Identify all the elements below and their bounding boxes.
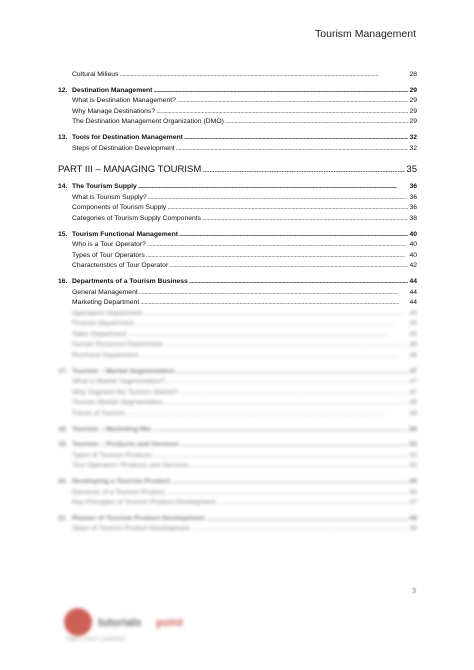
toc-page-number: 29 [409,86,417,94]
toc-page-number: 56 [409,478,417,485]
toc-page-number: 48 [409,399,417,407]
toc-entry-text: Phases of Tourism Product Development [72,514,205,522]
toc-section-entry[interactable] [58,298,417,309]
toc-section-entry[interactable] [58,96,417,107]
toc-entry-label [58,425,151,436]
toc-page-number: 36 [409,204,417,212]
toc-page-number: 49 [409,410,417,418]
toc-dot-leader [156,107,408,118]
toc-entry-label [72,488,164,499]
toc-entry-text: Why Manage Destinations? [72,107,156,115]
toc-chapter-entry[interactable] [58,477,417,488]
toc-chapter-number: 12. [58,86,68,94]
toc-dot-leader [144,309,409,320]
toc-dot-leader [202,214,408,225]
toc-page-number: 52 [409,441,417,449]
toc-dot-leader [176,367,409,378]
toc-section-entry[interactable] [58,398,417,409]
toc-entry-label [72,251,145,262]
toc-section-entry[interactable] [58,214,417,225]
toc-section-entry[interactable] [58,340,417,351]
toc-entry-label [72,498,215,509]
toc-entry-text: What is Destination Management? [72,97,176,105]
toc-section-entry[interactable] [58,409,417,420]
toc-chapter-number: 20. [58,478,68,485]
toc-entry-label [72,524,190,535]
toc-page-number: 50 [409,425,417,433]
toc-section-entry[interactable] [58,203,417,214]
logo-mark-icon [64,608,92,636]
toc-chapter-number: 17. [58,367,68,375]
toc-page-number: 29 [409,118,417,126]
toc-page-number: 44 [409,288,417,296]
toc-entry-text: Tourism Market Segmentation [72,399,163,407]
toc-entry-text: The Tourism Supply [72,183,137,191]
toc-dot-leader [135,319,409,330]
toc-page-number: 29 [409,97,417,105]
toc-dot-leader [171,477,408,488]
toc-entry-text: Tourism Functional Management [72,230,178,238]
toc-dot-leader [169,261,408,272]
toc-entry-text: Who is a Tour Operator? [72,241,146,249]
toc-dot-leader [189,277,409,288]
toc-page-number: 32 [409,133,417,141]
toc-chapter-number: 16. [58,277,68,285]
toc-section-entry[interactable] [58,461,417,472]
toc-chapter-entry[interactable] [58,425,417,436]
toc-section-entry[interactable] [58,117,417,128]
toc-page-number: 38 [409,214,417,222]
toc-page-number: 45 [409,309,417,317]
toc-entry-text: Purchase Department [72,352,139,360]
toc-chapter-number: 21. [58,514,68,522]
tutorialspoint-logo [58,605,208,643]
toc-section-entry[interactable] [58,488,417,499]
toc-entry-label [72,309,143,320]
toc-section-entry[interactable] [58,261,417,272]
toc-entry-label [72,261,168,272]
toc-dot-leader [176,144,409,155]
toc-entry-text: General Management [72,288,138,296]
toc-dot-leader [147,240,409,251]
toc-chapter-number: 19. [58,441,68,449]
toc-dot-leader [139,288,409,299]
toc-section-entry[interactable] [58,388,417,399]
toc-entry-text: Tourism – Market Segmentation [72,367,175,375]
toc-page-number: 47 [409,367,417,375]
toc-entry-text: Tour Operators' Products and Services [72,462,189,470]
toc-entry-text: Departments of a Tourism Business [72,277,188,285]
toc-entry-text: Characteristics of Tour Operator [72,262,169,270]
toc-part-heading[interactable] [58,163,417,177]
toc-entry-text: Key Principles of Tourism Product Development [72,499,216,507]
toc-dot-leader [205,514,408,525]
toc-entry-label [72,461,189,472]
toc-entry-text: Destination Management [72,86,153,94]
page-number: 3 [412,588,416,595]
toc-section-entry[interactable] [58,144,417,155]
toc-dot-leader [184,133,409,144]
toc-entry-text: PART III – MANAGING TOURISM [58,164,202,176]
toc-entry-label [58,477,170,488]
toc-entry-label [72,409,125,420]
toc-page-number: 44 [409,299,417,307]
toc-entry-label [72,70,118,81]
toc-entry-label [58,277,188,288]
toc-page-number: 29 [409,107,417,115]
toc-entry-text: Developing a Tourism Product [72,478,171,485]
toc-section-entry[interactable] [58,498,417,509]
toc-entry-label [58,230,178,241]
toc-entry-label [72,203,166,214]
toc-dot-leader [153,451,408,462]
toc-page-number: 52 [409,451,417,459]
toc-page-number: 58 [409,525,417,533]
toc-section-entry[interactable] [58,319,417,330]
toc-dot-leader [138,182,409,193]
toc-page-number: 32 [409,144,417,152]
toc-entry-text: Tourism – Marketing Mix [72,425,152,433]
toc-page-number: 40 [409,251,417,259]
table-of-contents [58,70,417,535]
toc-dot-leader [165,488,408,499]
toc-section-entry[interactable] [58,377,417,388]
toc-dot-leader [216,498,408,509]
toc-page-number: 45 [409,320,417,328]
toc-entry-text: Human Resource Department [72,341,163,349]
logo-word-2: point [156,617,183,629]
toc-section-entry[interactable] [58,107,417,118]
toc-section-entry[interactable] [58,330,417,341]
toc-page-number: 58 [409,514,417,522]
toc-dot-leader [148,193,409,204]
toc-entry-text: Future of Tourism [72,410,125,418]
toc-entry-label [72,117,224,128]
toc-section-entry[interactable] [58,240,417,251]
running-header: Tourism Management [315,28,416,40]
toc-entry-label [72,451,152,462]
toc-page-number: 46 [409,341,417,349]
toc-page-number: 56 [409,488,417,496]
toc-section-entry[interactable] [58,451,417,462]
toc-entry-label [58,86,152,97]
toc-entry-label [72,240,146,251]
toc-entry-label [72,340,162,351]
toc-page-number: 35 [406,164,417,176]
toc-entry-label [58,440,179,451]
toc-page-number: 44 [409,277,417,285]
toc-entry-text: Steps of Tourism Product Development [72,525,190,533]
toc-dot-leader [177,96,409,107]
toc-entry-text: Marketing Department [72,299,140,307]
toc-dot-leader [180,440,408,451]
toc-entry-label [72,330,126,341]
toc-dot-leader [179,230,408,241]
toc-section-entry[interactable] [58,309,417,320]
toc-dot-leader [127,330,408,341]
toc-entry-text: Sales Department [72,330,127,338]
toc-entry-label [72,96,176,107]
toc-entry-label [72,107,155,118]
toc-section-entry[interactable] [58,351,417,362]
toc-page-number: 28 [409,71,417,78]
logo-word-1: tutorials [98,617,142,629]
toc-chapter-entry[interactable] [58,86,417,97]
toc-entry-label [72,144,175,155]
toc-chapter-entry[interactable] [58,230,417,241]
toc-visible-section [58,70,417,309]
toc-chapter-entry[interactable] [58,514,417,525]
toc-chapter-number: 18. [58,425,68,433]
toc-dot-leader [166,377,409,388]
toc-chapter-entry[interactable] [58,133,417,144]
toc-page-number: 36 [409,183,417,191]
toc-entry-label [72,377,165,388]
toc-blurred-section [58,309,417,535]
toc-entry-text: Cultural Milieus [72,71,119,78]
toc-section-entry[interactable] [58,251,417,262]
toc-entry-label [72,351,138,362]
toc-dot-leader [179,388,408,399]
toc-entry-text: Operations Department [72,309,143,317]
toc-entry-label [72,388,178,399]
toc-page-number: 54 [409,462,417,470]
toc-chapter-entry[interactable] [58,182,417,193]
toc-section-entry[interactable] [58,288,417,299]
toc-entry-text: Tourism – Products and Services [72,441,180,449]
toc-entry-label [58,163,201,177]
toc-entry-text: The Destination Management Organization (DMO) [72,118,224,126]
toc-entry-text: Elements of a Tourism Product [72,488,165,496]
toc-dot-leader [119,70,408,81]
toc-dot-leader [126,409,409,420]
toc-dot-leader [191,524,409,535]
toc-entry-text: What is Tourism Supply? [72,193,147,201]
toc-entry-text: Tools for Destination Management [72,133,183,141]
toc-chapter-entry[interactable] [58,367,417,378]
toc-entry-text: Finance Department [72,320,134,328]
toc-dot-leader [152,425,408,436]
toc-entry-label [72,193,147,204]
toc-dot-leader [190,461,409,472]
toc-section-entry[interactable] [58,193,417,204]
toc-entry-label [72,214,201,225]
toc-page-number: 57 [409,499,417,507]
toc-entry-text: Types of Tour Operators [72,251,145,259]
toc-dot-leader [140,298,408,309]
toc-page-number: 40 [409,230,417,238]
toc-entry-label [58,367,175,378]
toc-entry-label [58,182,137,193]
toc-chapter-number: 13. [58,133,68,141]
toc-dot-leader [163,398,408,409]
toc-entry-text: Steps of Destination Development [72,144,175,152]
toc-page-number: 42 [409,262,417,270]
toc-entry-label [72,298,139,309]
toc-entry-label [58,514,204,525]
toc-entry-label [72,398,162,409]
toc-page-number: 40 [409,241,417,249]
toc-entry-text: What is Market Segmentation? [72,378,165,386]
toc-dot-leader [202,163,405,177]
toc-entry-label [72,288,138,299]
toc-chapter-number: 14. [58,183,68,191]
toc-entry-label [72,319,134,330]
toc-dot-leader [139,351,408,362]
toc-page-number: 36 [409,193,417,201]
toc-dot-leader [153,86,408,97]
toc-entry-text: Components of Tourism Supply [72,204,167,212]
toc-chapter-number: 15. [58,230,68,238]
toc-entry-text: Types of Tourism Products [72,451,152,459]
toc-section-entry[interactable] [58,70,417,81]
toc-entry-text: Categories of Tourism Supply Components [72,214,202,222]
toc-dot-leader [167,203,408,214]
toc-page-number: 45 [409,330,417,338]
logo-tagline: SIMPLY EASY LEARNING [66,637,126,643]
toc-chapter-entry[interactable] [58,440,417,451]
toc-entry-label [58,133,183,144]
toc-dot-leader [146,251,409,262]
toc-entry-text: Why Segment the Tourism Market? [72,388,179,396]
toc-dot-leader [225,117,409,128]
toc-page-number: 47 [409,388,417,396]
toc-dot-leader [163,340,408,351]
toc-chapter-entry[interactable] [58,277,417,288]
toc-page-number: 46 [409,352,417,360]
toc-page-number: 47 [409,378,417,386]
toc-section-entry[interactable] [58,524,417,535]
